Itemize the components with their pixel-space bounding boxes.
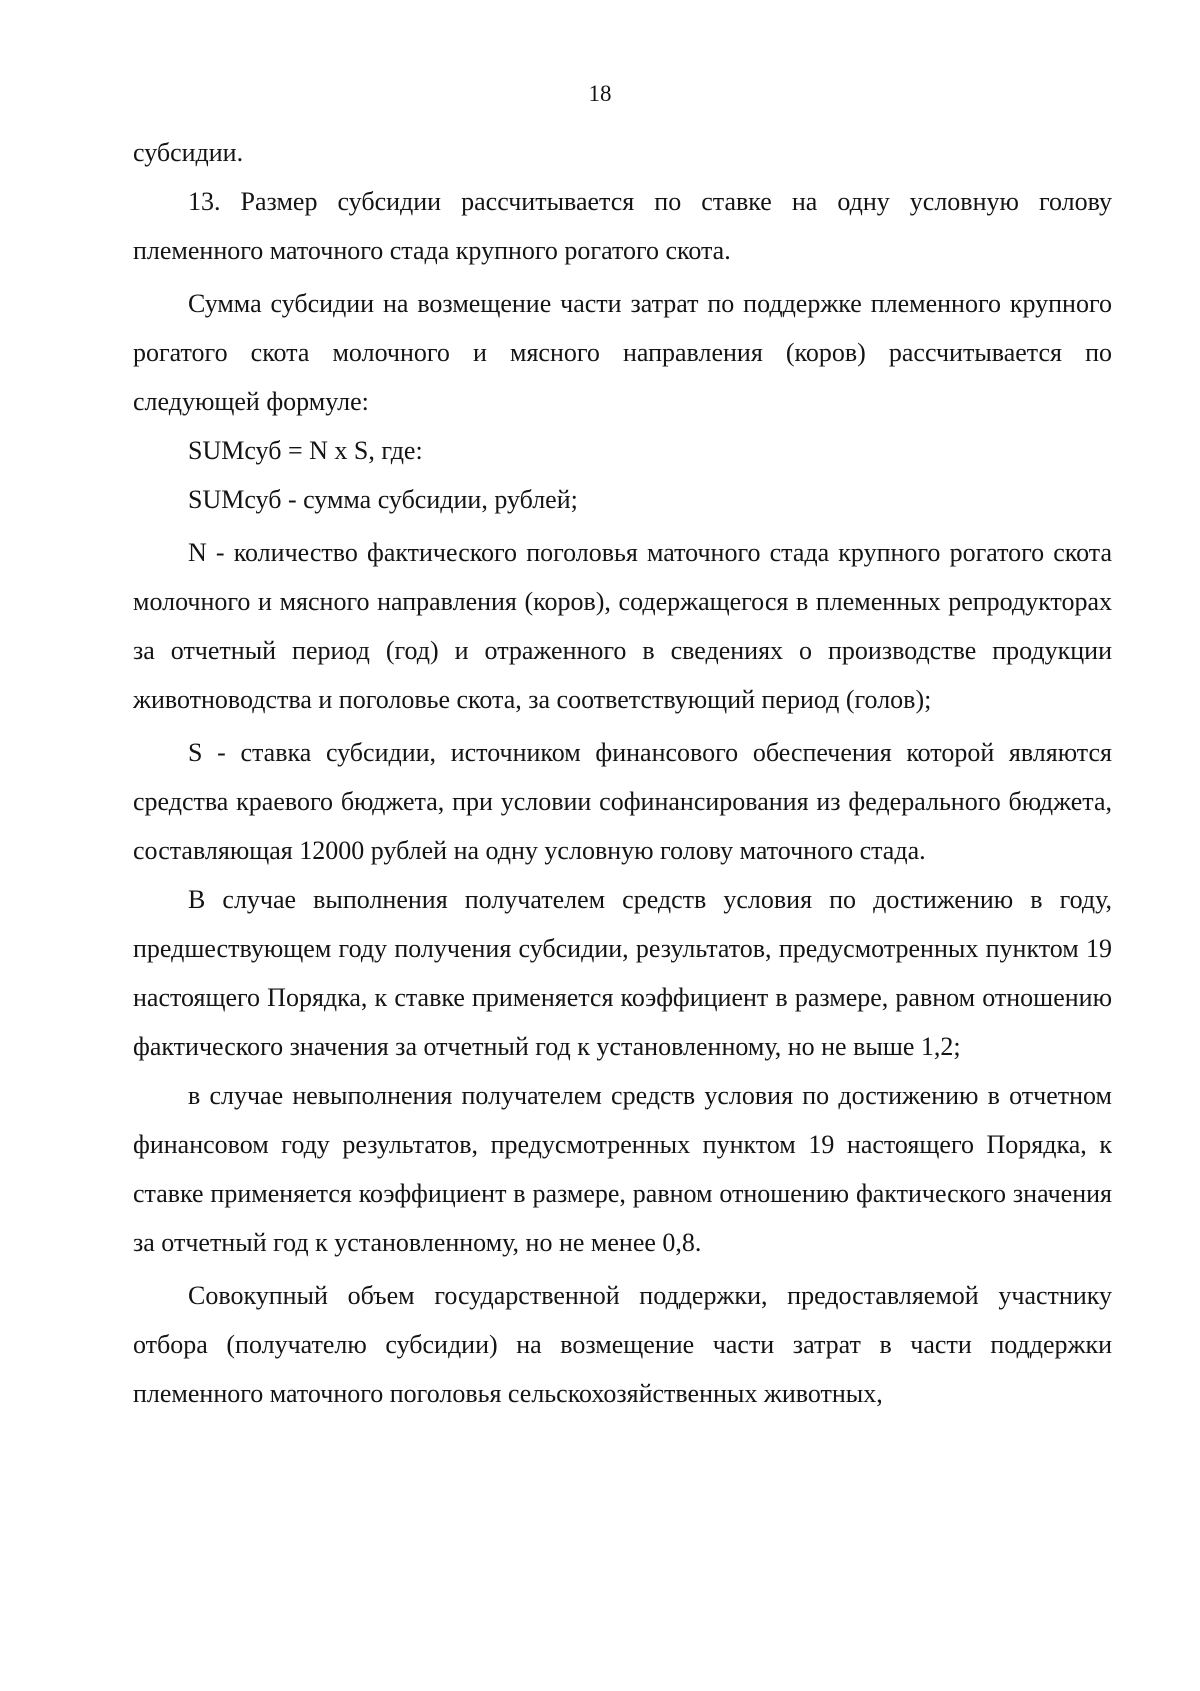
page-number: 18 [588,81,612,106]
definition-sum: SUMсуб - сумма субсидии, рублей; [188,485,578,514]
paragraph-subsidy-sum: Сумма субсидии на возмещение части затрат по поддержке племенного крупного рогатого скота молочного и мясного направления (коров) рассчитывается по следующей формуле: [133,289,1112,416]
document-body [133,128,1112,1418]
formula: SUMсуб = N x S, где: [188,436,423,465]
paragraph-case-unfulfilled: в случае невыполнения получателем средств условия по достижению в отчетном финансовом году результатов, предусмотренных пунктом 19 настоящего Порядка, к ставке применяется коэффициент в размере, равном отношению фактического значения за отчетный год к установленному, но не менее 0,8. [133,1081,1112,1257]
paragraph-continuation: субсидии. [133,138,244,167]
definition-n: N - количество фактического поголовья маточного стада крупного рогатого скота молочного и мясного направления (коров), содержащегося в племенных репродукторах за отчетный период (год) и отраженного в сведениях о производстве продукции животноводства и поголовье скота, за соответствующий период (голов); [133,538,1112,714]
paragraph-item-13: 13. Размер субсидии рассчитывается по ставке на одну условную голову племенного маточного стада крупного рогатого скота. [133,187,1112,265]
definition-s: S - ставка субсидии, источником финансового обеспечения которой являются средства краевого бюджета, при условии софинансирования из федерального бюджета, составляющая 12000 рублей на одну условную голову маточного стада. [133,738,1112,865]
paragraph-case-fulfilled: В случае выполнения получателем средств условия по достижению в году, предшествующем году получения субсидии, результатов, предусмотренных пунктом 19 настоящего Порядка, к ставке применяется коэффициент в размере, равном отношению фактического значения за отчетный год к установленному, но не выше 1,2; [133,885,1112,1061]
paragraph-total-support: Совокупный объем государственной поддержки, предоставляемой участнику отбора (получателю субсидии) на возмещение части затрат в части поддержки племенного маточного поголовья сельскохозяйственных животных, [133,1281,1112,1408]
